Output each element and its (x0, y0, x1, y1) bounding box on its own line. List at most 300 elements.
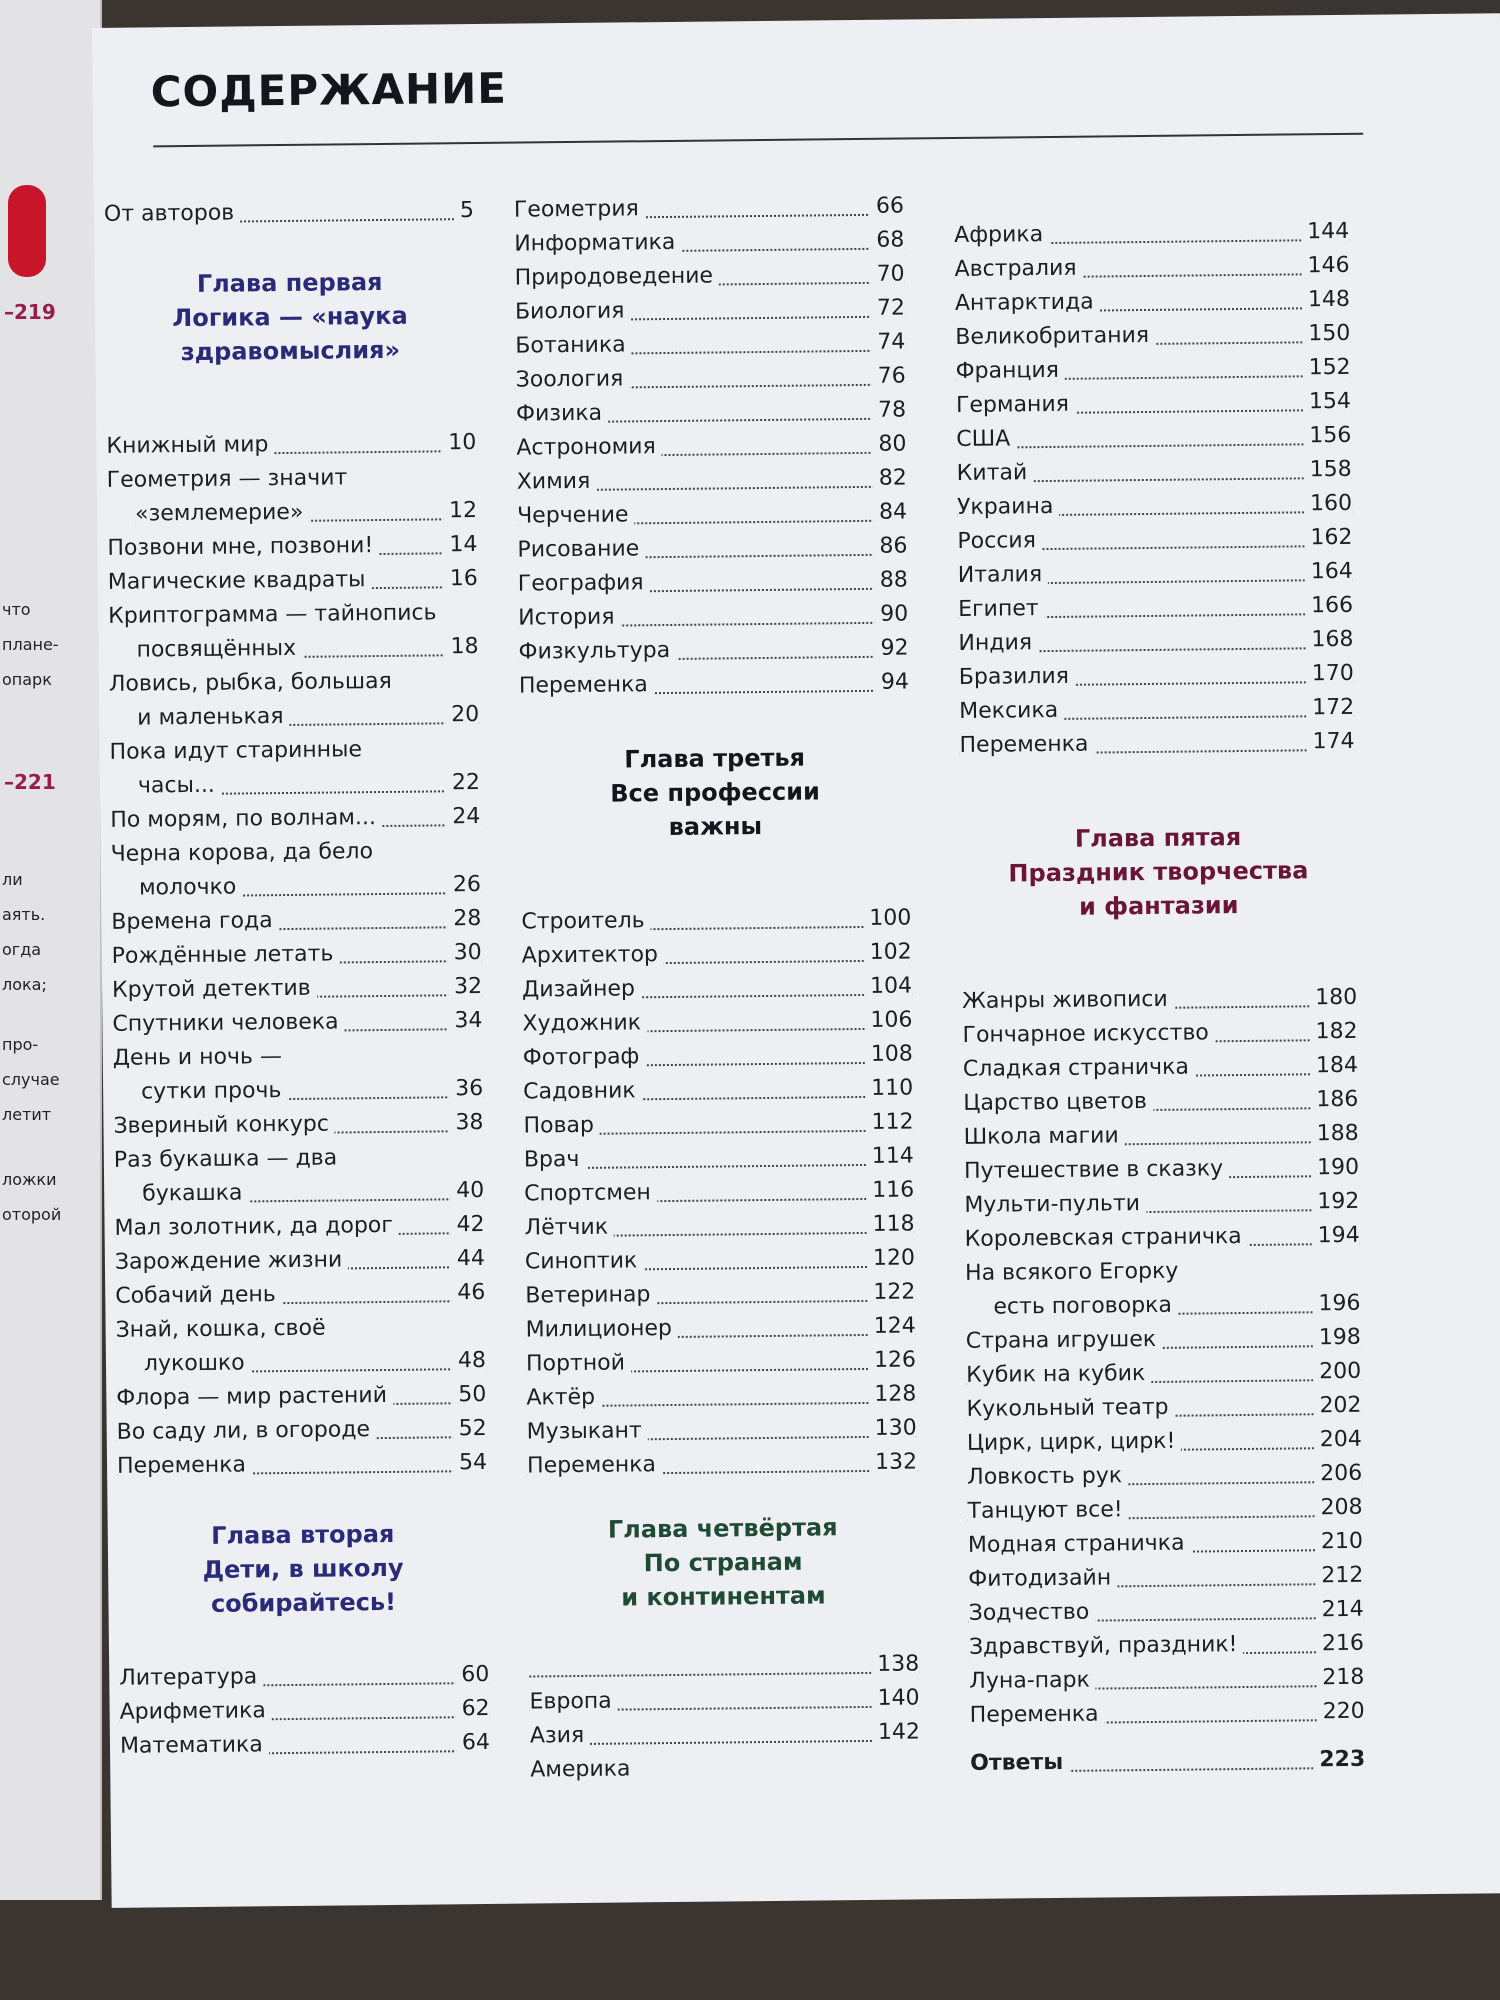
toc-entry[interactable] (525, 1309, 915, 1347)
toc-entry-page: 88 (874, 563, 908, 597)
toc-entry-label: Архитектор (522, 938, 665, 973)
toc-entry-label: Цирк, цирк, цирк! (967, 1425, 1182, 1461)
toc-entry[interactable] (966, 1355, 1361, 1393)
toc-entry-page: 54 (453, 1446, 487, 1480)
toc-entry-page: 168 (1305, 623, 1353, 658)
toc-entry-page: 190 (1311, 1151, 1359, 1186)
toc-entry-page: 172 (1306, 691, 1354, 726)
toc-entry[interactable] (527, 1411, 917, 1449)
toc-entry-page: 42 (450, 1208, 484, 1242)
toc-entry[interactable] (115, 1242, 485, 1280)
toc-entry[interactable] (518, 631, 908, 669)
toc-entry-label: Ветеринар (525, 1278, 656, 1313)
toc-column-1 (104, 194, 490, 1764)
toc-entry[interactable] (115, 1276, 485, 1314)
toc-entry-label: Франция (955, 354, 1065, 389)
toc-entry-label: Великобритания (955, 319, 1155, 355)
toc-entry[interactable] (524, 1139, 914, 1177)
toc-entry-label: Зарождение жизни (115, 1243, 349, 1279)
toc-entry-page: 48 (452, 1344, 486, 1378)
toc-entry-page: 22 (446, 766, 480, 800)
toc-entry-page: 78 (872, 393, 906, 427)
toc-entry[interactable] (955, 317, 1350, 355)
toc-entry-page: 138 (871, 1647, 919, 1682)
toc-entry-page: 112 (865, 1105, 913, 1140)
toc-entry[interactable] (104, 194, 474, 232)
toc-entry-page: 116 (866, 1173, 914, 1208)
toc-entry[interactable] (968, 1559, 1363, 1597)
apple-icon (8, 185, 46, 277)
toc-entry-page: 36 (449, 1072, 483, 1106)
toc-entry-label: Во саду ли, в огороде (117, 1413, 377, 1450)
toc-entry-label: Европа (529, 1685, 618, 1720)
toc-entry[interactable] (109, 698, 479, 736)
chapter-heading-line: Все профессии (610, 777, 820, 808)
toc-entry-label: Путешествие в сказку (964, 1152, 1229, 1189)
toc-entry-label: По морям, по волнам... (110, 801, 382, 838)
toc-entry-label: Ответы (970, 1746, 1069, 1781)
toc-entry-page: 28 (447, 902, 481, 936)
toc-entry[interactable] (964, 1185, 1359, 1223)
chapter-heading-line: Глава первая (196, 267, 383, 298)
toc-entry-page: 108 (865, 1037, 913, 1072)
toc-entry-label: Звериный конкурс (113, 1108, 335, 1144)
toc-entry[interactable] (113, 1072, 483, 1110)
toc-entry-page: 210 (1315, 1525, 1363, 1560)
toc-entry[interactable] (117, 1412, 487, 1450)
toc-entry[interactable] (107, 494, 477, 532)
chapter-heading-line: важны (668, 812, 763, 842)
toc-entry[interactable] (529, 1647, 919, 1685)
toc-entry-label: Германия (956, 388, 1075, 423)
toc-entry-page: 186 (1310, 1083, 1358, 1118)
chapter-heading-line: и фантазии (1078, 891, 1239, 921)
toc-entry[interactable] (525, 1241, 915, 1279)
toc-list (104, 194, 474, 232)
toc-entry[interactable] (963, 1083, 1358, 1121)
toc-entry-page: 46 (451, 1276, 485, 1310)
toc-entry[interactable] (963, 1117, 1358, 1155)
toc-entry-label: Рисование (517, 532, 645, 567)
toc-entry[interactable] (963, 1049, 1358, 1087)
toc-list (970, 1743, 1365, 1781)
toc-entry-label: Арифметика (119, 1694, 271, 1730)
toc-entry-label: сутки прочь (141, 1074, 288, 1110)
toc-entry-label: Книжный мир (106, 428, 274, 464)
toc-entry-label: Знай, кошка, своё (115, 1312, 331, 1348)
toc-entry[interactable] (117, 1446, 487, 1484)
toc-entry-page: 68 (870, 224, 904, 258)
toc-entry-page: 206 (1314, 1457, 1362, 1492)
toc-entry-label: Мал золотник, да дорог (114, 1209, 399, 1246)
chapter-heading-line: Дети, в школу (202, 1553, 404, 1584)
toc-entry[interactable] (525, 1275, 915, 1313)
left-page-fragment: –221 (4, 770, 56, 794)
toc-entry[interactable] (955, 351, 1350, 389)
chapter-heading (960, 819, 1356, 925)
toc-entry-label: Гончарное искусство (962, 1016, 1215, 1053)
toc-entry[interactable] (521, 901, 911, 939)
toc-entry-label: «землемерие» (135, 496, 310, 532)
toc-entry-page: 84 (873, 495, 907, 529)
toc-entry[interactable] (958, 555, 1353, 593)
toc-entry-label: Повар (523, 1109, 600, 1144)
toc-entry-label: Антарктида (955, 285, 1100, 321)
toc-entry-page: 40 (450, 1174, 484, 1208)
toc-entry[interactable] (962, 981, 1357, 1019)
toc-entry[interactable] (516, 427, 906, 465)
toc-entry-page: 32 (448, 970, 482, 1004)
toc-entry[interactable] (115, 1310, 485, 1348)
toc-entry[interactable] (518, 563, 908, 601)
toc-entry-label: Индия (958, 626, 1038, 661)
toc-entry-label: Синоптик (525, 1244, 644, 1279)
toc-entry[interactable] (109, 664, 479, 702)
toc-entry-page: 5 (454, 194, 474, 228)
toc-entry-label: География (518, 566, 650, 601)
toc-entry-page: 60 (455, 1658, 489, 1692)
toc-entry-label: Ловись, рыбка, большая (109, 665, 398, 702)
toc-entry-page: 74 (871, 326, 905, 360)
toc-entry[interactable] (108, 596, 478, 634)
toc-entry[interactable] (524, 1173, 914, 1211)
toc-entry[interactable] (970, 1743, 1365, 1781)
toc-entry[interactable] (514, 190, 904, 228)
toc-entry[interactable] (967, 1457, 1362, 1495)
toc-entry-label: Информатика (514, 226, 681, 262)
toc-entry[interactable] (957, 521, 1352, 559)
toc-entry-page: 194 (1312, 1219, 1360, 1254)
toc-entry[interactable] (110, 834, 480, 872)
toc-entry[interactable] (529, 1681, 919, 1719)
toc-entry[interactable] (516, 393, 906, 431)
toc-entry-page: 50 (452, 1378, 486, 1412)
toc-entry-label: Италия (958, 558, 1049, 593)
toc-entry-label: Танцуют все! (967, 1493, 1128, 1529)
toc-entry-page: 154 (1303, 385, 1351, 420)
toc-entry-page: 148 (1302, 283, 1350, 318)
toc-entry-label: Собачий день (115, 1278, 282, 1314)
toc-entry[interactable] (526, 1343, 916, 1381)
toc-entry[interactable] (530, 1715, 920, 1753)
toc-entry-page: 156 (1303, 419, 1351, 454)
toc-entry-page: 104 (864, 969, 912, 1004)
toc-entry[interactable] (514, 224, 904, 262)
toc-entry-page: 24 (446, 800, 480, 834)
toc-entry-page: 72 (871, 292, 905, 326)
toc-entry[interactable] (107, 528, 477, 566)
toc-list (962, 981, 1365, 1733)
toc-entry[interactable] (530, 1749, 920, 1787)
toc-entry[interactable] (957, 453, 1352, 491)
toc-entry-label: Австралия (954, 252, 1082, 287)
toc-entry-label: Переменка (970, 1697, 1105, 1732)
toc-entry-label: Биология (515, 294, 631, 329)
toc-entry-label: Магические квадраты (108, 563, 372, 600)
toc-entry-page: 114 (866, 1139, 914, 1174)
toc-entry[interactable] (519, 665, 909, 703)
toc-entry-page: 18 (444, 630, 478, 664)
toc-entry-label: Египет (958, 592, 1045, 627)
toc-entry[interactable] (109, 732, 479, 770)
toc-entry[interactable] (965, 1287, 1360, 1325)
toc-entry[interactable] (119, 1658, 489, 1696)
toc-entry-label: часы... (138, 769, 221, 804)
toc-entry-page: 196 (1312, 1287, 1360, 1322)
toc-entry-label: Мульти-пульти (964, 1187, 1146, 1223)
toc-entry-page: 170 (1306, 657, 1354, 692)
toc-entry[interactable] (112, 970, 482, 1008)
toc-entry-page: 62 (455, 1692, 489, 1726)
toc-entry[interactable] (114, 1208, 484, 1246)
toc-entry-page: 102 (864, 935, 912, 970)
toc-entry[interactable] (111, 868, 481, 906)
toc-entry[interactable] (965, 1253, 1360, 1291)
toc-entry-label: Флора — мир растений (116, 1379, 393, 1416)
toc-entry[interactable] (106, 426, 476, 464)
toc-entry-label: Садовник (523, 1074, 642, 1109)
toc-entry-label: Художник (522, 1006, 647, 1041)
toc-entry[interactable] (954, 249, 1349, 287)
toc-entry[interactable] (955, 283, 1350, 321)
toc-entry-page: 220 (1317, 1695, 1365, 1730)
toc-entry-page: 126 (868, 1343, 916, 1378)
toc-entry-page: 12 (443, 494, 477, 528)
toc-entry[interactable] (956, 385, 1351, 423)
toc-entry-label: Геометрия — значит (107, 461, 354, 498)
toc-entry-page: 30 (448, 936, 482, 970)
toc-entry-label: История (518, 600, 621, 635)
toc-entry[interactable] (962, 1015, 1357, 1053)
toc-entry[interactable] (966, 1389, 1361, 1427)
toc-entry-label: Строитель (521, 904, 651, 939)
toc-entry-label: Музыкант (527, 1414, 648, 1449)
toc-entry-page: 38 (449, 1106, 483, 1140)
toc-entry-label: Времена года (111, 904, 279, 940)
toc-entry-page: 82 (873, 461, 907, 495)
toc-entry-page: 158 (1304, 453, 1352, 488)
left-page-fragment: летит (2, 1105, 52, 1124)
toc-entry-page: 142 (872, 1715, 920, 1750)
toc-entry-label: Украина (957, 490, 1060, 525)
toc-entry-page: 146 (1301, 249, 1349, 284)
toc-entry-label: Актёр (526, 1381, 601, 1416)
toc-entry[interactable] (120, 1726, 490, 1764)
toc-entry-page: 100 (863, 901, 911, 936)
toc-entry-page: 214 (1315, 1593, 1363, 1628)
toc-entry-label: Зодчество (968, 1596, 1095, 1631)
toc-entry-label: Модная страничка (968, 1527, 1191, 1563)
toc-entry[interactable] (107, 460, 477, 498)
toc-entry-label: Америка (530, 1752, 637, 1787)
toc-entry[interactable] (970, 1695, 1365, 1733)
toc-entry-page: 202 (1313, 1389, 1361, 1424)
toc-entry[interactable] (959, 725, 1354, 763)
toc-entry[interactable] (517, 495, 907, 533)
toc-entry[interactable] (119, 1692, 489, 1730)
toc-entry[interactable] (113, 1038, 483, 1076)
toc-entry-page: 180 (1309, 981, 1357, 1016)
toc-entry-label: букашка (142, 1176, 249, 1211)
left-page-fragment: ли (2, 870, 23, 889)
toc-entry-label: Физкультура (518, 634, 676, 670)
toc-entry[interactable] (514, 258, 904, 296)
toc-entry-page: 128 (868, 1377, 916, 1412)
toc-entry-page: 162 (1304, 521, 1352, 556)
toc-entry-page: 26 (447, 868, 481, 902)
toc-entry[interactable] (958, 589, 1353, 627)
toc-entry-page: 160 (1304, 487, 1352, 522)
toc-entry[interactable] (111, 902, 481, 940)
toc-entry[interactable] (527, 1445, 917, 1483)
chapter-heading-line: Глава третья (624, 743, 806, 774)
toc-entry-label: Криптограмма — тайнопись (108, 596, 443, 633)
toc-entry[interactable] (110, 800, 480, 838)
toc-entry[interactable] (957, 487, 1352, 525)
left-page-fragment: опарк (2, 670, 52, 689)
toc-entry-label: Спортсмен (524, 1176, 657, 1211)
toc-entry[interactable] (969, 1661, 1364, 1699)
toc-entry[interactable] (517, 461, 907, 499)
toc-entry-page: 218 (1316, 1661, 1364, 1696)
toc-entry-label: Дизайнер (522, 972, 641, 1007)
toc-entry-label: США (956, 422, 1016, 457)
toc-entry[interactable] (112, 936, 482, 974)
toc-entry-page: 16 (444, 562, 478, 596)
toc-entry[interactable] (965, 1219, 1360, 1257)
chapter-heading (528, 1509, 919, 1615)
toc-entry-page: 76 (872, 359, 906, 393)
toc-entry-label: посвящённых (136, 632, 302, 668)
toc-entry-label: есть поговорка (993, 1289, 1178, 1325)
toc-entry-label: Африка (954, 218, 1049, 253)
toc-entry[interactable] (523, 1071, 913, 1109)
toc-entry-label: Зоология (516, 362, 630, 397)
toc-entry-label: От авторов (104, 196, 241, 231)
toc-entry-label: Портной (526, 1346, 631, 1381)
toc-entry[interactable] (110, 766, 480, 804)
toc-entry[interactable] (112, 1004, 482, 1042)
toc-entry[interactable] (116, 1378, 486, 1416)
toc-entry[interactable] (958, 623, 1353, 661)
toc-entry[interactable] (969, 1627, 1364, 1665)
dot-leader (529, 1671, 919, 1677)
toc-entry-page: 64 (456, 1726, 490, 1760)
toc-entry[interactable] (523, 1105, 913, 1143)
toc-entry-label: Ботаника (515, 328, 632, 363)
toc-entry-label: Луна-парк (969, 1664, 1096, 1699)
toc-entry-page: 200 (1313, 1355, 1361, 1390)
toc-entry[interactable] (522, 935, 912, 973)
toc-entry-label: Литература (119, 1660, 263, 1696)
chapter-heading-line: Глава четвёртая (607, 1513, 838, 1544)
toc-entry-page: 66 (870, 190, 904, 224)
toc-entry-page: 144 (1301, 215, 1349, 250)
toc-entry[interactable] (967, 1491, 1362, 1529)
toc-entry[interactable] (522, 969, 912, 1007)
toc-entry[interactable] (518, 597, 908, 635)
chapter-heading (520, 739, 911, 845)
page-title: СОДЕРЖАНИЕ (150, 63, 508, 117)
toc-entry[interactable] (959, 691, 1354, 729)
toc-entry-label: Переменка (959, 728, 1094, 763)
toc-entry-label: Позвони мне, позвони! (107, 529, 379, 566)
toc-entry[interactable] (523, 1037, 913, 1075)
toc-entry-label: Мексика (959, 694, 1064, 729)
toc-entry[interactable] (515, 292, 905, 330)
toc-entry-label: Спутники человека (112, 1005, 345, 1041)
chapter-heading-line: Глава вторая (211, 1519, 395, 1550)
chapter-heading-line: собирайтесь! (210, 1587, 397, 1618)
toc-entry-label: Природоведение (514, 259, 719, 295)
toc-entry-label: Россия (957, 524, 1042, 559)
left-page-fragment: случае (2, 1070, 60, 1089)
toc-entry[interactable] (108, 630, 478, 668)
toc-entry[interactable] (964, 1151, 1359, 1189)
toc-entry-label: Азия (530, 1719, 591, 1754)
toc-entry-label: Химия (517, 465, 597, 500)
toc-entry[interactable] (113, 1106, 483, 1144)
toc-entry-page: 166 (1305, 589, 1353, 624)
toc-entry-label: Кубик на кубик (966, 1357, 1151, 1393)
left-page-fragment: –219 (4, 300, 56, 324)
toc-entry[interactable] (959, 657, 1354, 695)
toc-entry[interactable] (968, 1525, 1363, 1563)
toc-entry-page: 20 (445, 698, 479, 732)
toc-entry-label: Крутой детектив (112, 972, 317, 1008)
toc-entry-page: 92 (874, 631, 908, 665)
toc-entry[interactable] (526, 1377, 916, 1415)
left-page-fragment: что (2, 600, 31, 619)
toc-column-2 (514, 190, 921, 1788)
toc-entry-label: Переменка (519, 668, 654, 703)
toc-entry[interactable] (516, 359, 906, 397)
toc-entry[interactable] (522, 1003, 912, 1041)
toc-entry[interactable] (966, 1321, 1361, 1359)
toc-entry[interactable] (517, 529, 907, 567)
toc-entry-page: 120 (867, 1241, 915, 1276)
chapter-heading (105, 264, 476, 370)
toc-entry[interactable] (524, 1207, 914, 1245)
chapter-heading-line: Праздник творчества (1008, 856, 1309, 888)
toc-entry-label: Раз букашка — два (114, 1141, 344, 1177)
toc-entry[interactable] (515, 326, 905, 364)
toc-entry[interactable] (954, 215, 1349, 253)
toc-entry[interactable] (108, 562, 478, 600)
toc-entry-page: 106 (864, 1003, 912, 1038)
toc-entry-label: Ловкость рук (967, 1459, 1128, 1495)
toc-entry[interactable] (116, 1344, 486, 1382)
toc-entry[interactable] (956, 419, 1351, 457)
toc-entry-page: 198 (1313, 1321, 1361, 1356)
toc-entry-page: 174 (1306, 725, 1354, 760)
toc-entry-label: Черна корова, да бело (110, 835, 379, 872)
toc-entry[interactable] (967, 1423, 1362, 1461)
toc-column-3 (954, 215, 1365, 1781)
toc-entry-page: 124 (867, 1309, 915, 1344)
left-page-fragment: про- (2, 1035, 39, 1054)
toc-entry-label: Переменка (527, 1448, 662, 1483)
toc-entry-label: Страна игрушек (966, 1323, 1163, 1359)
toc-entry-label: Царство цветов (963, 1085, 1153, 1121)
toc-entry[interactable] (968, 1593, 1363, 1631)
toc-entry-label: Бразилия (959, 660, 1075, 695)
toc-entry-label: На всякого Егорку (965, 1255, 1185, 1291)
toc-entry-page: 86 (873, 529, 907, 563)
toc-entry[interactable] (114, 1140, 484, 1178)
toc-entry[interactable] (114, 1174, 484, 1212)
toc-entry-label: Физика (516, 397, 608, 432)
